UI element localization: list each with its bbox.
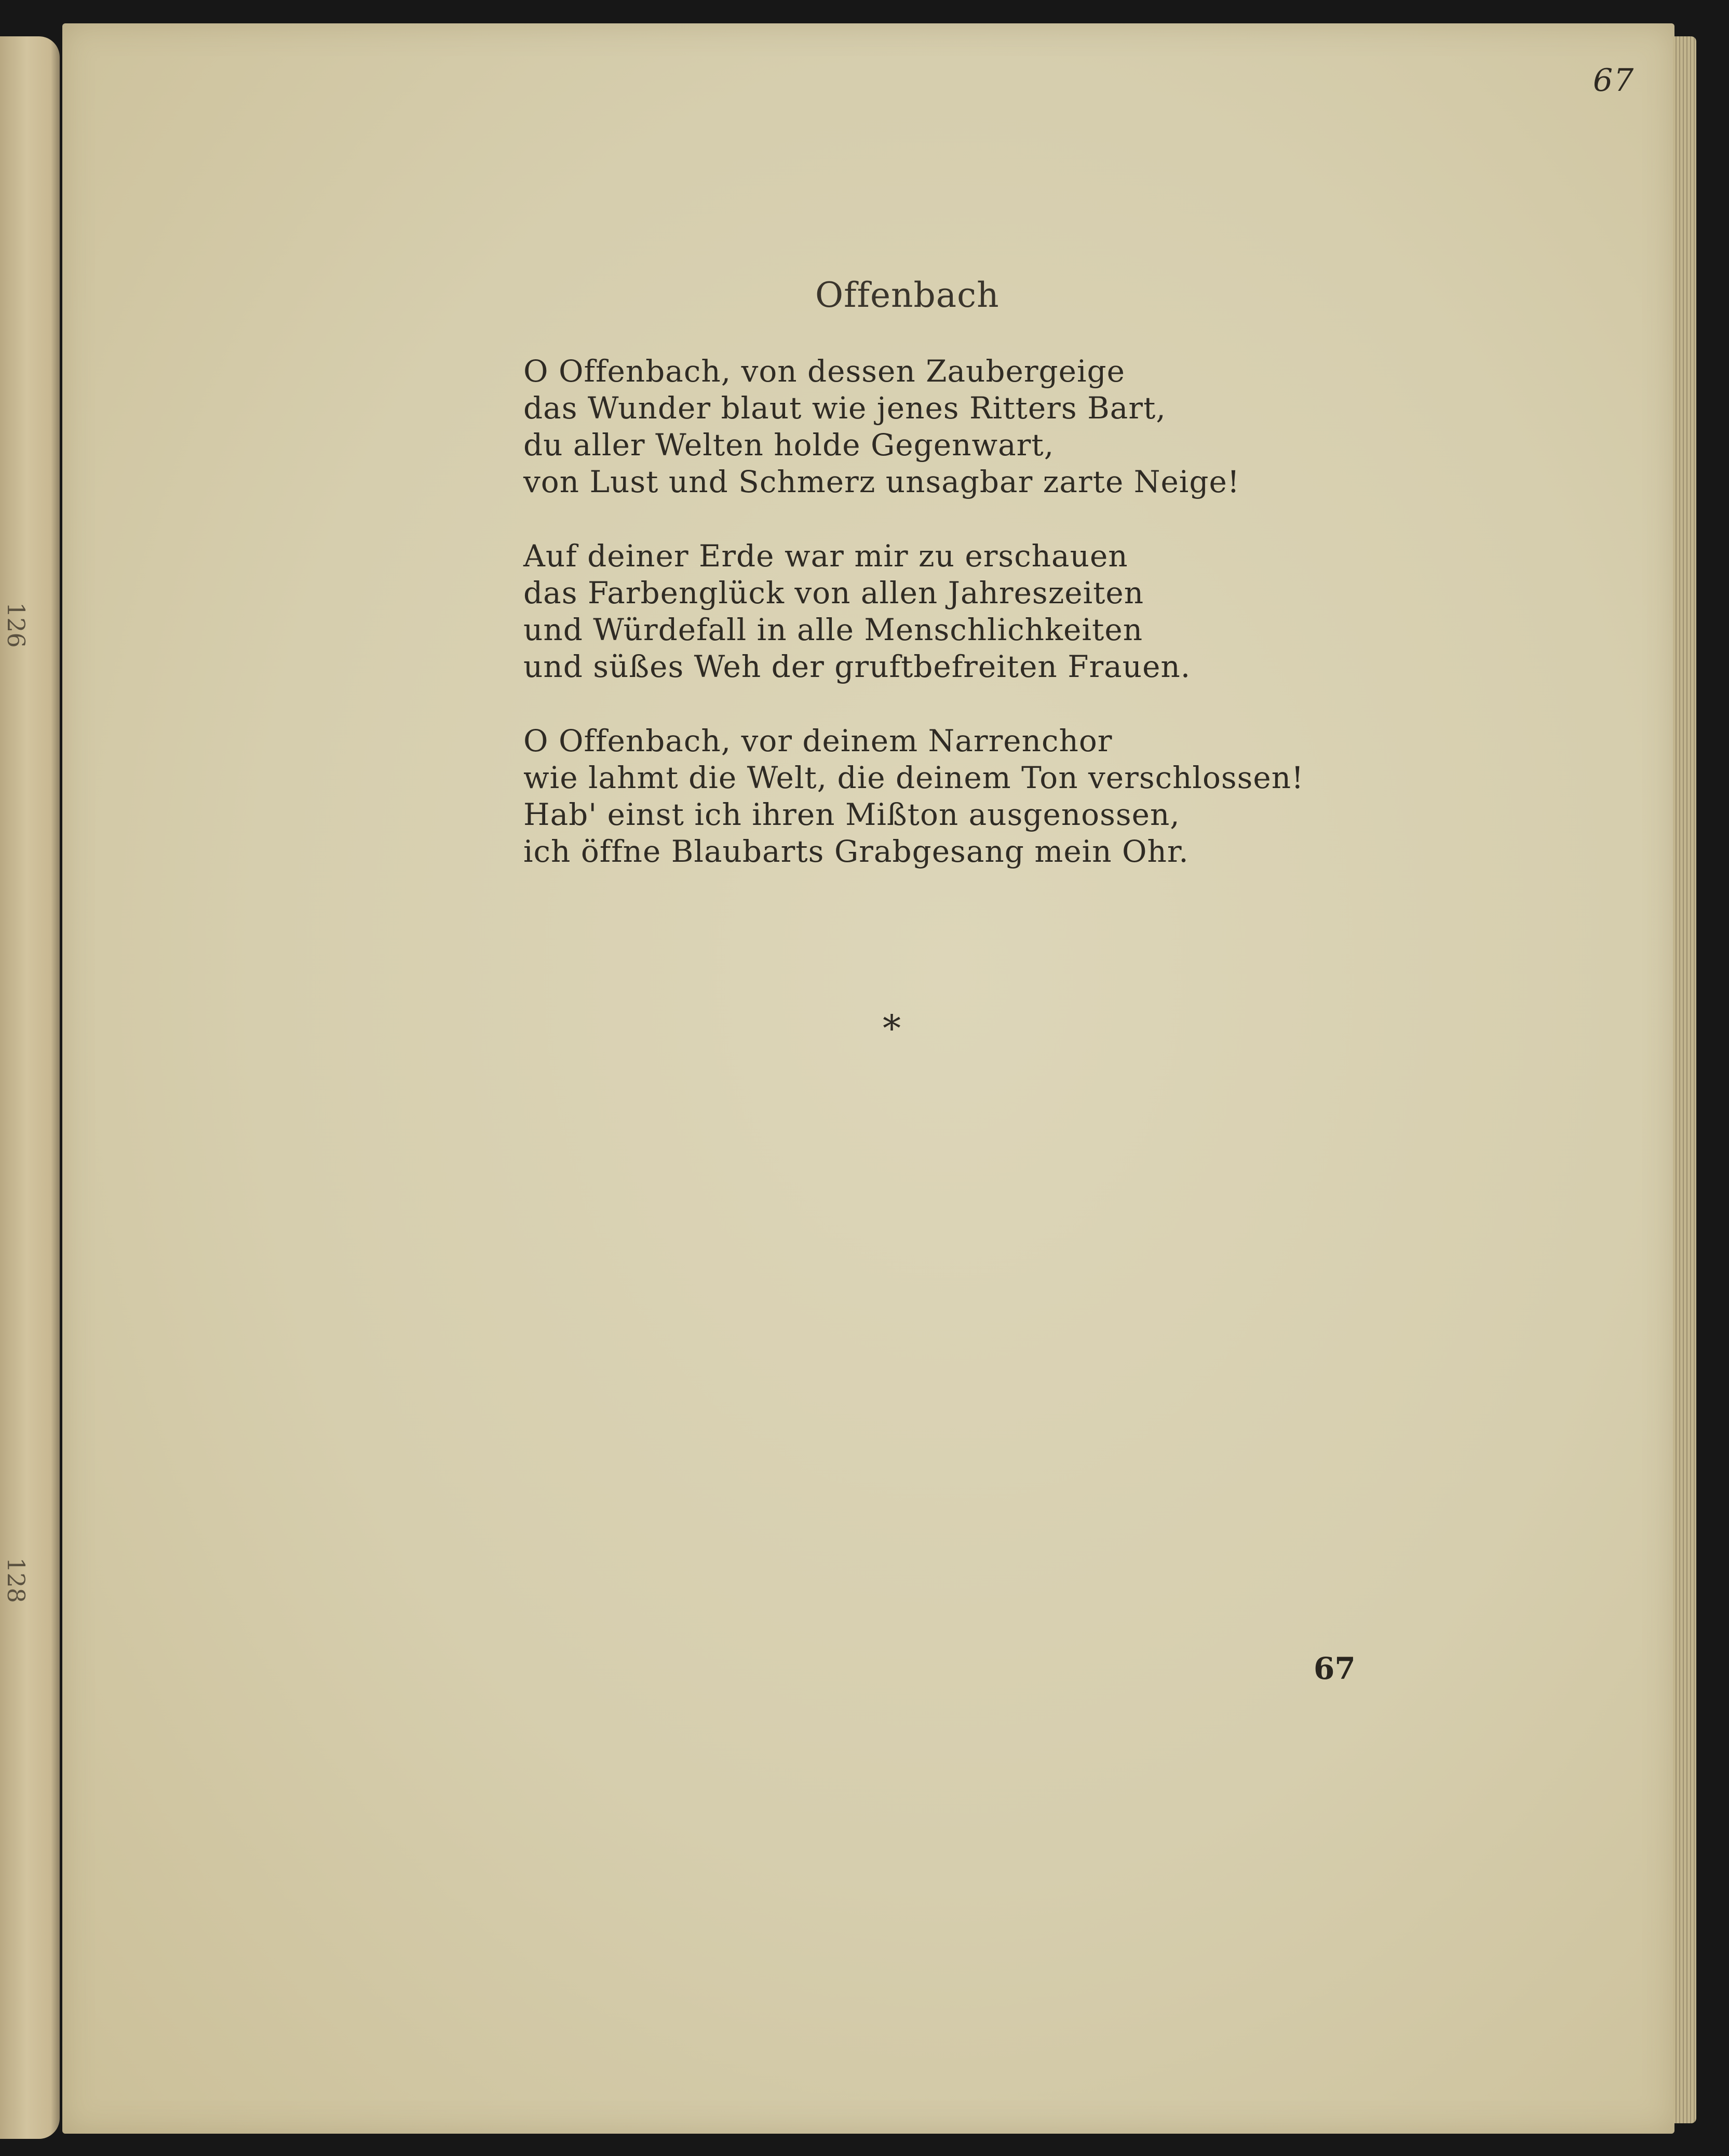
verse-line: und Würdefall in alle Menschlichkeiten — [523, 612, 1143, 647]
book-page — [62, 23, 1674, 2134]
verse-line: Auf deiner Erde war mir zu erschauen — [523, 538, 1128, 574]
verse-line: du aller Welten holde Gegenwart, — [523, 427, 1055, 463]
stanza-1 — [523, 353, 1304, 500]
verse-line: ich öffne Blaubarts Grabgesang mein Ohr. — [523, 834, 1189, 869]
previous-page-edge — [0, 36, 60, 2139]
spine-number-lower: 128 — [2, 1557, 30, 1603]
verse-line: wie lahmt die Welt, die deinem Ton verschlossen! — [523, 760, 1304, 795]
poem-title: Offenbach — [815, 275, 999, 315]
stanza-2 — [523, 538, 1304, 685]
spine-number-upper: 126 — [2, 602, 30, 648]
asterisk-ornament: * — [883, 1007, 901, 1050]
stanza-3 — [523, 723, 1304, 870]
verse-line: das Farbenglück von allen Jahreszeiten — [523, 575, 1144, 611]
verse-line: und süßes Weh der gruftbefreiten Frauen. — [523, 649, 1191, 684]
verse-line: Hab' einst ich ihren Mißton ausgenossen, — [523, 797, 1180, 832]
handwritten-folio-number: 67 — [1593, 62, 1635, 99]
verse-line: O Offenbach, vor deinem Narrenchor — [523, 723, 1113, 758]
verse-line: von Lust und Schmerz unsagbar zarte Neige! — [523, 464, 1240, 499]
verse-line: das Wunder blaut wie jenes Ritters Bart, — [523, 390, 1166, 426]
verse-line: O Offenbach, von dessen Zaubergeige — [523, 354, 1126, 389]
page-stack-edge — [1673, 36, 1696, 2123]
page-number: 67 — [1314, 1651, 1356, 1686]
poem-body — [523, 353, 1304, 907]
